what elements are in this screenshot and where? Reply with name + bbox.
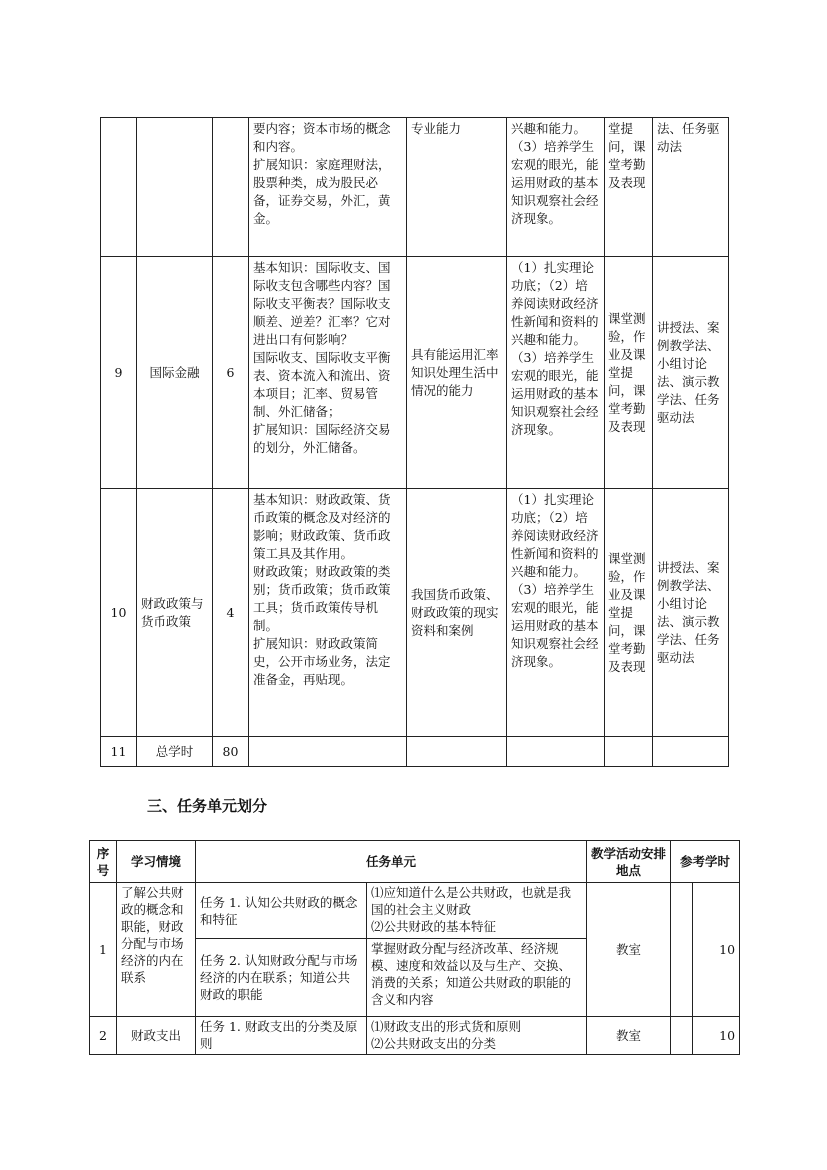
task-detail: ⑴财政支出的形式货和原则 ⑵公共财政支出的分类 bbox=[367, 1017, 587, 1055]
task-name: 任务 1. 财政支出的分类及原则 bbox=[196, 1017, 367, 1055]
blank-cell bbox=[671, 883, 693, 1017]
row-number: 11 bbox=[101, 737, 137, 767]
table-row bbox=[90, 883, 740, 939]
table-row bbox=[101, 489, 729, 737]
row-number: 10 bbox=[101, 489, 137, 737]
unit-assessment: 课堂测验，作业及课堂提问，课堂考勤及表现 bbox=[605, 257, 653, 489]
unit-method: 法、任务驱动法 bbox=[653, 118, 729, 257]
course-content-table bbox=[100, 117, 729, 767]
unit-goal: （1）扎实理论功底；（2）培养阅读财政经济性新闻和资料的兴趣和能力。 （3）培养学生宏观的眼光，能运用财政的基本知识观察社会经济现象。 bbox=[507, 257, 605, 489]
unit-assessment bbox=[605, 737, 653, 767]
unit-hours: 80 bbox=[213, 737, 249, 767]
task-unit-table bbox=[89, 840, 740, 1055]
table-row bbox=[101, 737, 729, 767]
unit-content bbox=[249, 737, 407, 767]
table-row bbox=[101, 118, 729, 257]
unit-ability: 我国货币政策、财政政策的现实资料和案例 bbox=[407, 489, 507, 737]
unit-content: 基本知识：国际收支、国际收支包含哪些内容？国际收支平衡表？国际收支顺差、逆差？汇率？它对进出口有何影响？ 国际收支、国际收支平衡表、资本流入和流出、资本项目；汇率、贸易管制、外汇储备； 扩展知识：国际经济交易的划分，外汇储备。 bbox=[249, 257, 407, 489]
unit-method: 讲授法、案例教学法、小组讨论法、演示教学法、任务驱动法 bbox=[653, 489, 729, 737]
place: 教室 bbox=[587, 883, 671, 1017]
table-header-row bbox=[90, 841, 740, 883]
row-number: 1 bbox=[90, 883, 117, 1017]
situation: 财政支出 bbox=[117, 1017, 196, 1055]
header-hours: 参考学时 bbox=[671, 841, 740, 883]
unit-goal: 兴趣和能力。 （3）培养学生宏观的眼光，能运用财政的基本知识观察社会经济现象。 bbox=[507, 118, 605, 257]
unit-assessment: 堂提问，课堂考勤及表现 bbox=[605, 118, 653, 257]
unit-ability: 具有能运用汇率知识处理生活中情况的能力 bbox=[407, 257, 507, 489]
table-row bbox=[101, 257, 729, 489]
hours: 10 bbox=[693, 883, 740, 1017]
unit-goal: （1）扎实理论功底；（2）培养阅读财政经济性新闻和资料的兴趣和能力。 （3）培养学生宏观的眼光，能运用财政的基本知识观察社会经济现象。 bbox=[507, 489, 605, 737]
unit-ability bbox=[407, 737, 507, 767]
unit-name: 总学时 bbox=[137, 737, 213, 767]
unit-hours: 4 bbox=[213, 489, 249, 737]
row-number: 2 bbox=[90, 1017, 117, 1055]
unit-method: 讲授法、案例教学法、小组讨论法、演示教学法、任务驱动法 bbox=[653, 257, 729, 489]
unit-name: 财政政策与货币政策 bbox=[137, 489, 213, 737]
blank-cell bbox=[671, 1017, 693, 1055]
unit-name: 国际金融 bbox=[137, 257, 213, 489]
unit-hours: 6 bbox=[213, 257, 249, 489]
unit-hours bbox=[213, 118, 249, 257]
situation: 了解公共财政的概念和职能，财政分配与市场经济的内在联系 bbox=[117, 883, 196, 1017]
section-heading: 三、任务单元划分 bbox=[147, 797, 268, 815]
table-row bbox=[90, 1017, 740, 1055]
place: 教室 bbox=[587, 1017, 671, 1055]
row-number bbox=[101, 118, 137, 257]
header-situation: 学习情境 bbox=[117, 841, 196, 883]
unit-method bbox=[653, 737, 729, 767]
task-name: 任务 2. 认知财政分配与市场经济的内在联系；知道公共财政的职能 bbox=[196, 939, 367, 1017]
task-detail: ⑴应知道什么是公共财政，也就是我国的社会主义财政 ⑵公共财政的基本特征 bbox=[367, 883, 587, 939]
header-num: 序号 bbox=[90, 841, 117, 883]
unit-content: 要内容；资本市场的概念和内容。 扩展知识：家庭理财法，股票种类，成为股民必备，证券交易，外汇，黄金。 bbox=[249, 118, 407, 257]
unit-goal bbox=[507, 737, 605, 767]
header-unit: 任务单元 bbox=[196, 841, 587, 883]
hours: 10 bbox=[693, 1017, 740, 1055]
unit-ability: 专业能力 bbox=[407, 118, 507, 257]
task-detail: 掌握财政分配与经济改革、经济规模、速度和效益以及与生产、交换、消费的关系；知道公共财政的职能的含义和内容 bbox=[367, 939, 587, 1017]
unit-content: 基本知识：财政政策、货币政策的概念及对经济的影响；财政政策、货币政策工具及其作用。 财政政策；财政政策的类别；货币政策；货币政策工具；货币政策传导机制。 扩展知识：财政政策简史，公开市场业务，法定准备金，再贴现。 bbox=[249, 489, 407, 737]
task-name: 任务 1. 认知公共财政的概念和特征 bbox=[196, 883, 367, 939]
header-place: 教学活动安排地点 bbox=[587, 841, 671, 883]
unit-assessment: 课堂测验，作业及课堂提问，课堂考勤及表现 bbox=[605, 489, 653, 737]
row-number: 9 bbox=[101, 257, 137, 489]
unit-name bbox=[137, 118, 213, 257]
